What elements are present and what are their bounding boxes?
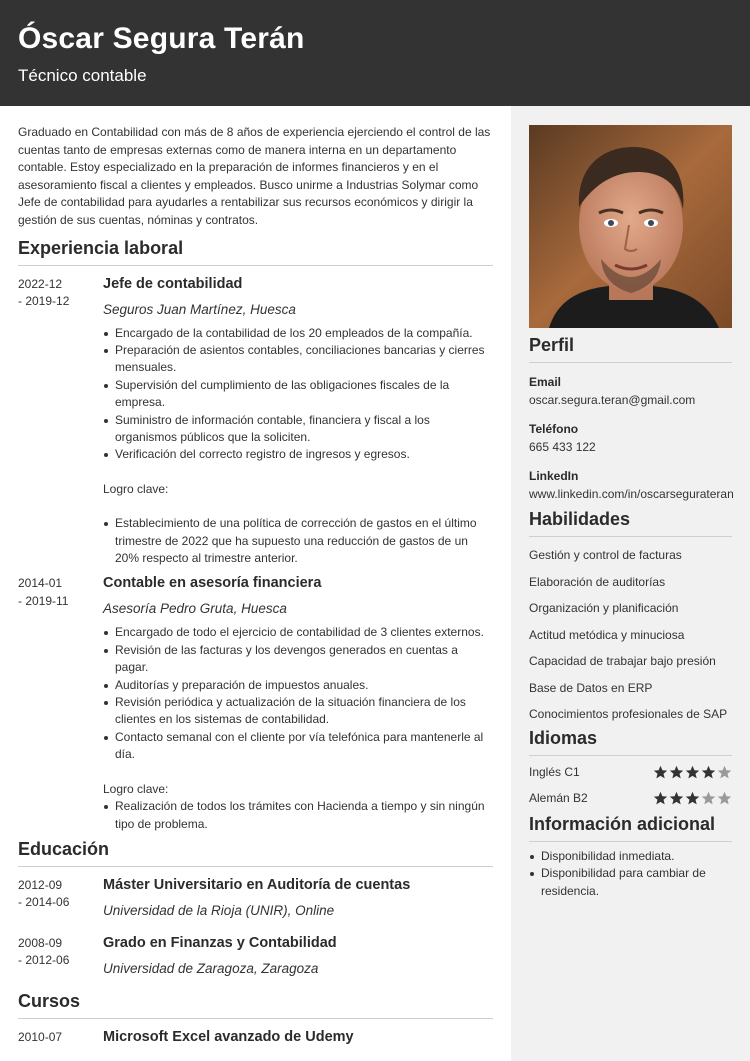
star-filled-icon bbox=[701, 765, 716, 780]
job-end: - 2019-11 bbox=[18, 593, 69, 608]
education-school: Universidad de Zaragoza, Zaragoza bbox=[103, 960, 319, 976]
job-title: Jefe de contabilidad bbox=[103, 275, 243, 292]
list-item: Suministro de información contable, financiera y fiscal a los organismos públicos que la soliciten. bbox=[115, 412, 493, 447]
logro-bullets bbox=[103, 515, 493, 567]
language-row bbox=[529, 759, 732, 785]
language-rating bbox=[653, 791, 732, 806]
skill-item: Actitud metódica y minuciosa bbox=[529, 627, 685, 642]
list-item: Establecimiento de una política de corrección de gastos en el último trimestre de 2022 que ha supuesto una reducción de gastos de un 20% respecto al trimestre anterior. bbox=[115, 515, 493, 567]
course-date: 2010-07 bbox=[18, 1029, 63, 1044]
star-filled-icon bbox=[669, 791, 684, 806]
additional-list bbox=[529, 848, 732, 900]
skill-item: Capacidad de trabajar bajo presión bbox=[529, 654, 716, 668]
list-item: Realización de todos los trámites con Hacienda a tiempo y sin ningún tipo de problema. bbox=[115, 798, 493, 833]
education-entry bbox=[18, 935, 493, 977]
job-title: Contable en asesoría financiera bbox=[103, 575, 322, 592]
linkedin-label: LinkedIn bbox=[529, 469, 579, 483]
education-start: 2012-09 bbox=[18, 877, 63, 892]
additional-section bbox=[529, 814, 732, 900]
logro-label: Logro clave: bbox=[103, 481, 169, 496]
list-item: Revisión periódica y actualización de la situación financiera de los clientes en los sistemas de contabilidad. bbox=[115, 694, 493, 729]
email-label: Email bbox=[529, 375, 562, 389]
skills-title: Habilidades bbox=[529, 509, 732, 537]
candidate-role: Técnico contable bbox=[18, 66, 147, 85]
job-bullets bbox=[103, 325, 493, 464]
list-item: Encargado de todo el ejercicio de contabilidad de 3 clientes externos. bbox=[115, 624, 493, 641]
star-filled-icon bbox=[685, 765, 700, 780]
candidate-name: Óscar Segura Terán bbox=[18, 22, 305, 55]
list-item: Revisión de las facturas y los devengos generados en cuentas a pagar. bbox=[115, 642, 493, 677]
star-empty-icon bbox=[701, 791, 716, 806]
skill-item: Conocimientos profesionales de SAP bbox=[529, 707, 728, 721]
course-entry bbox=[18, 1029, 493, 1046]
skill-item: Base de Datos en ERP bbox=[529, 680, 653, 695]
languages-section bbox=[529, 728, 732, 811]
list-item: Supervisión del cumplimiento de las obligaciones fiscales de la empresa. bbox=[115, 377, 493, 412]
linkedin-link[interactable]: www.linkedin.com/in/oscarsegurateran bbox=[529, 487, 734, 501]
job-dates bbox=[18, 276, 103, 568]
education-title-text: Grado en Finanzas y Contabilidad bbox=[103, 934, 337, 951]
list-item: Disponibilidad inmediata. bbox=[541, 848, 732, 865]
additional-title: Información adicional bbox=[529, 814, 732, 842]
education-dates bbox=[18, 935, 103, 977]
skill-item: Organización y planificación bbox=[529, 601, 679, 615]
list-item: Preparación de asientos contables, conciliaciones bancarias y cierres mensuales. bbox=[115, 342, 493, 377]
job-company: Seguros Juan Martínez, Huesca bbox=[103, 301, 296, 317]
skill-item: Elaboración de auditorías bbox=[529, 574, 666, 589]
list-item: Auditorías y preparación de impuestos anuales. bbox=[115, 677, 493, 694]
summary: Graduado en Contabilidad con más de 8 años de experiencia ejerciendo el control de las cuentas tanto de empresas externas como de manera interna en un departamento contable. Estoy especializado en la preparación de informes financieros y en el asesoramiento fiscal a clientes y empleados. Busco unirme a Industrias Solymar como Jefe de contabilidad para ayudarles a rentabilizar sus recursos económicos y dirigir la gestión de sus cuentas, nóminas y contratos. bbox=[18, 125, 491, 227]
education-entry bbox=[18, 877, 493, 919]
skills-section bbox=[529, 509, 732, 733]
education-end: - 2014-06 bbox=[18, 895, 70, 910]
job-bullets bbox=[103, 624, 493, 763]
phone-label: Teléfono bbox=[529, 422, 579, 436]
education-school: Universidad de la Rioja (UNIR), Online bbox=[103, 902, 335, 918]
job-entry bbox=[18, 575, 493, 832]
phone-value[interactable]: 665 433 122 bbox=[529, 440, 596, 454]
job-end: - 2019-12 bbox=[18, 293, 70, 308]
languages-title: Idiomas bbox=[529, 728, 732, 756]
experience-title: Experiencia laboral bbox=[18, 238, 493, 266]
avatar bbox=[529, 125, 732, 328]
language-name: Alemán B2 bbox=[529, 791, 588, 805]
language-name: Inglés C1 bbox=[529, 765, 580, 779]
language-rating bbox=[653, 765, 732, 780]
education-title-text: Máster Universitario en Auditoría de cuentas bbox=[103, 876, 411, 893]
header bbox=[0, 0, 750, 106]
sidebar bbox=[511, 106, 750, 1061]
star-empty-icon bbox=[717, 765, 732, 780]
language-row bbox=[529, 785, 732, 811]
list-item: Encargado de la contabilidad de los 20 empleados de la compañía. bbox=[115, 325, 493, 342]
list-item: Verificación del correcto registro de ingresos y egresos. bbox=[115, 446, 493, 463]
education-title: Educación bbox=[18, 839, 493, 867]
list-item: Contacto semanal con el cliente por vía telefónica para mantenerle al día. bbox=[115, 729, 493, 764]
list-item: Disponibilidad para cambiar de residencia. bbox=[541, 865, 732, 900]
logro-bullets bbox=[103, 798, 493, 833]
star-filled-icon bbox=[669, 765, 684, 780]
logro-label: Logro clave: bbox=[103, 781, 169, 796]
job-start: 2022-12 bbox=[18, 276, 63, 291]
job-start: 2014-01 bbox=[18, 576, 63, 591]
courses-title: Cursos bbox=[18, 991, 493, 1019]
education-end: - 2012-06 bbox=[18, 953, 70, 968]
main-column bbox=[18, 106, 493, 1046]
skill-item: Gestión y control de facturas bbox=[529, 548, 682, 562]
star-filled-icon bbox=[685, 791, 700, 806]
job-entry bbox=[18, 276, 493, 568]
profile-photo bbox=[529, 125, 732, 328]
profile-section bbox=[529, 335, 732, 501]
course-title: Microsoft Excel avanzado de Udemy bbox=[103, 1028, 354, 1045]
job-dates bbox=[18, 575, 103, 832]
job-company: Asesoría Pedro Gruta, Huesca bbox=[103, 601, 287, 617]
profile-title: Perfil bbox=[529, 335, 732, 363]
email-value[interactable]: oscar.segura.teran@gmail.com bbox=[529, 393, 696, 407]
education-start: 2008-09 bbox=[18, 935, 63, 950]
education-dates bbox=[18, 877, 103, 919]
star-filled-icon bbox=[653, 765, 668, 780]
star-filled-icon bbox=[653, 791, 668, 806]
star-empty-icon bbox=[717, 791, 732, 806]
